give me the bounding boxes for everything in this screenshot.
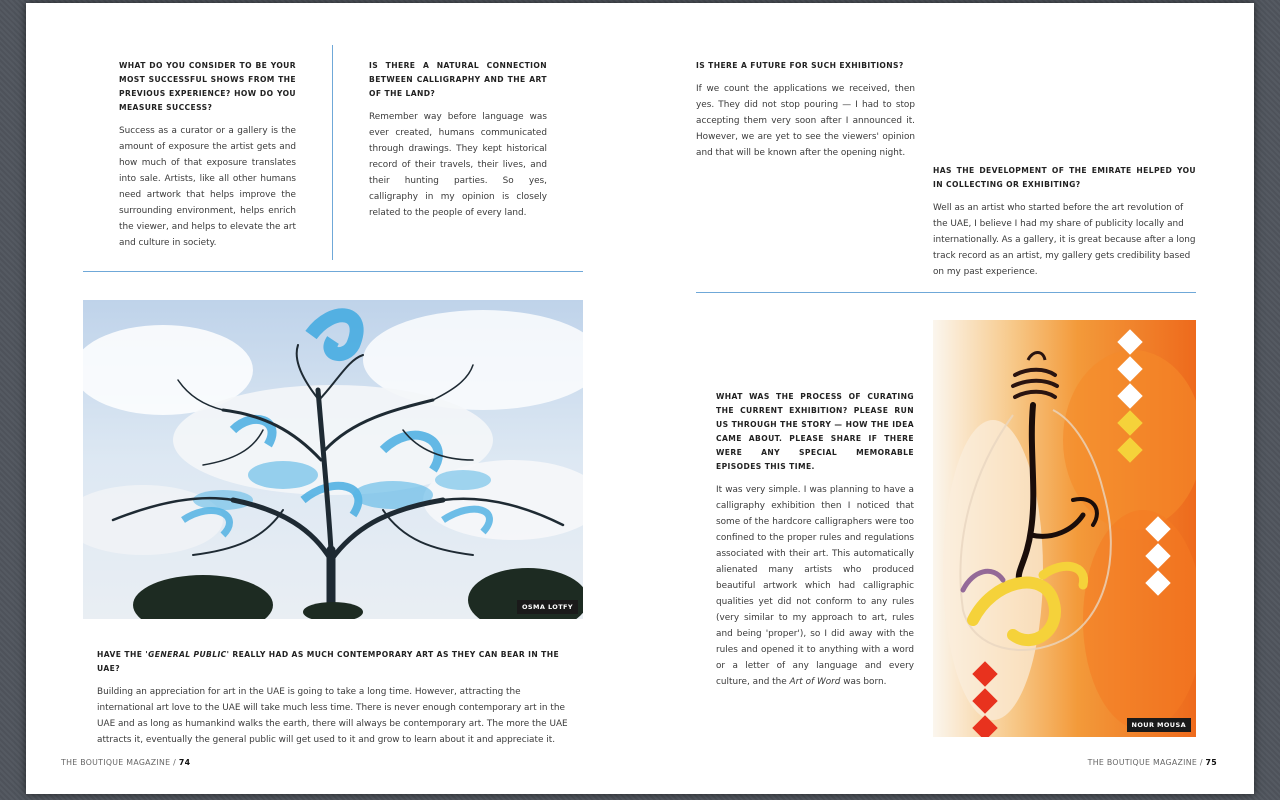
interview-block-successful-shows <box>119 59 296 251</box>
question-heading: HAS THE DEVELOPMENT OF THE EMIRATE HELPED YOU IN COLLECTING OR EXHIBITING? <box>933 166 1196 189</box>
answer-text: Well as an artist who started before the art revolution of the UAE, I believe I had my share of publicity locally and internationally. As a gallery, it is great because after a long track record as an artist, my gallery gets credibility based on my past experience. <box>933 203 1196 277</box>
section-divider <box>83 271 583 272</box>
tree-sculpture-illustration <box>83 300 583 619</box>
magazine-spread <box>26 3 1254 794</box>
question-heading: HAVE THE 'GENERAL PUBLIC' REALLY HAD AS MUCH CONTEMPORARY ART AS THEY CAN BEAR IN THE UAE? <box>97 650 560 673</box>
photo-credit: OSMA LOTFY <box>517 600 578 614</box>
section-divider <box>696 292 1196 293</box>
tree-sculpture-photo <box>83 300 583 619</box>
answer-text: It was very simple. I was planning to have a calligraphy exhibition then I noticed that some of the hardcore calligraphers were too confined to the proper rules and regulations associated with their art. This automatically alienated many artists who produced beautiful artwork which had calligraphic qualities yet did not conform to any rules (very similar to my approach to art, rules and being 'proper'), so I did away with the rules and opened it to anything with a word or a letter of any language and every culture, and the Art of Word was born. <box>716 485 914 687</box>
answer-text: Remember way before language was ever created, humans communicated through drawings. They kept historical record of their travels, their lives, and their hunting parties. So yes, calligraphy in my opinion is closely related to the people of every land. <box>369 112 547 218</box>
page-folio-right: THE BOUTIQUE MAGAZINE / 75 <box>1087 758 1217 767</box>
interview-block-general-public <box>97 648 569 748</box>
calligraphy-bulb-illustration <box>933 320 1196 737</box>
interview-block-future <box>696 59 915 161</box>
question-heading: IS THERE A NATURAL CONNECTION BETWEEN CALLIGRAPHY AND THE ART OF THE LAND? <box>369 61 547 98</box>
left-page <box>26 3 640 794</box>
question-heading: WHAT DO YOU CONSIDER TO BE YOUR MOST SUCCESSFUL SHOWS FROM THE PREVIOUS EXPERIENCE? HOW DO YOU MEASURE SUCCESS? <box>119 61 296 112</box>
answer-text: Building an appreciation for art in the UAE is going to take a long time. However, attracting the international art love to the UAE will take much less time. There is never enough contemporary art in the UAE and as long as humankind walks the earth, there will always be contemporary art. The more the UAE attracts it, eventually the general public will get used to it and grow to learn about it and appreciate it. <box>97 687 568 745</box>
interview-block-calligraphy <box>369 59 547 221</box>
calligraphy-artwork-photo <box>933 320 1196 737</box>
answer-text: If we count the applications we received, then yes. They did not stop pouring — I had to stop accepting them very soon after I announced it. However, we are yet to see the viewers' opinion and that will be known after the opening night. <box>696 84 915 158</box>
answer-text: Success as a curator or a gallery is the amount of exposure the artist gets and how much of that exposure translates into sale. Artists, like all other humans need artwork that helps improve the surrounding environment, helps enrich the viewer, and helps to elevate the art and culture in society. <box>119 126 296 248</box>
question-heading: IS THERE A FUTURE FOR SUCH EXHIBITIONS? <box>696 61 904 70</box>
interview-block-development <box>933 164 1196 280</box>
right-page <box>640 3 1254 794</box>
interview-block-curating-process <box>716 390 914 690</box>
column-divider <box>332 45 333 260</box>
photo-credit: NOUR MOUSA <box>1127 718 1192 732</box>
question-heading: WHAT WAS THE PROCESS OF CURATING THE CURRENT EXHIBITION? PLEASE RUN US THROUGH THE STORY — HOW THE IDEA CAME ABOUT. PLEASE SHARE IF THERE WERE ANY SPECIAL MEMORABLE EPISODES THIS TIME. <box>716 392 914 471</box>
page-folio-left: THE BOUTIQUE MAGAZINE / 74 <box>61 758 191 767</box>
